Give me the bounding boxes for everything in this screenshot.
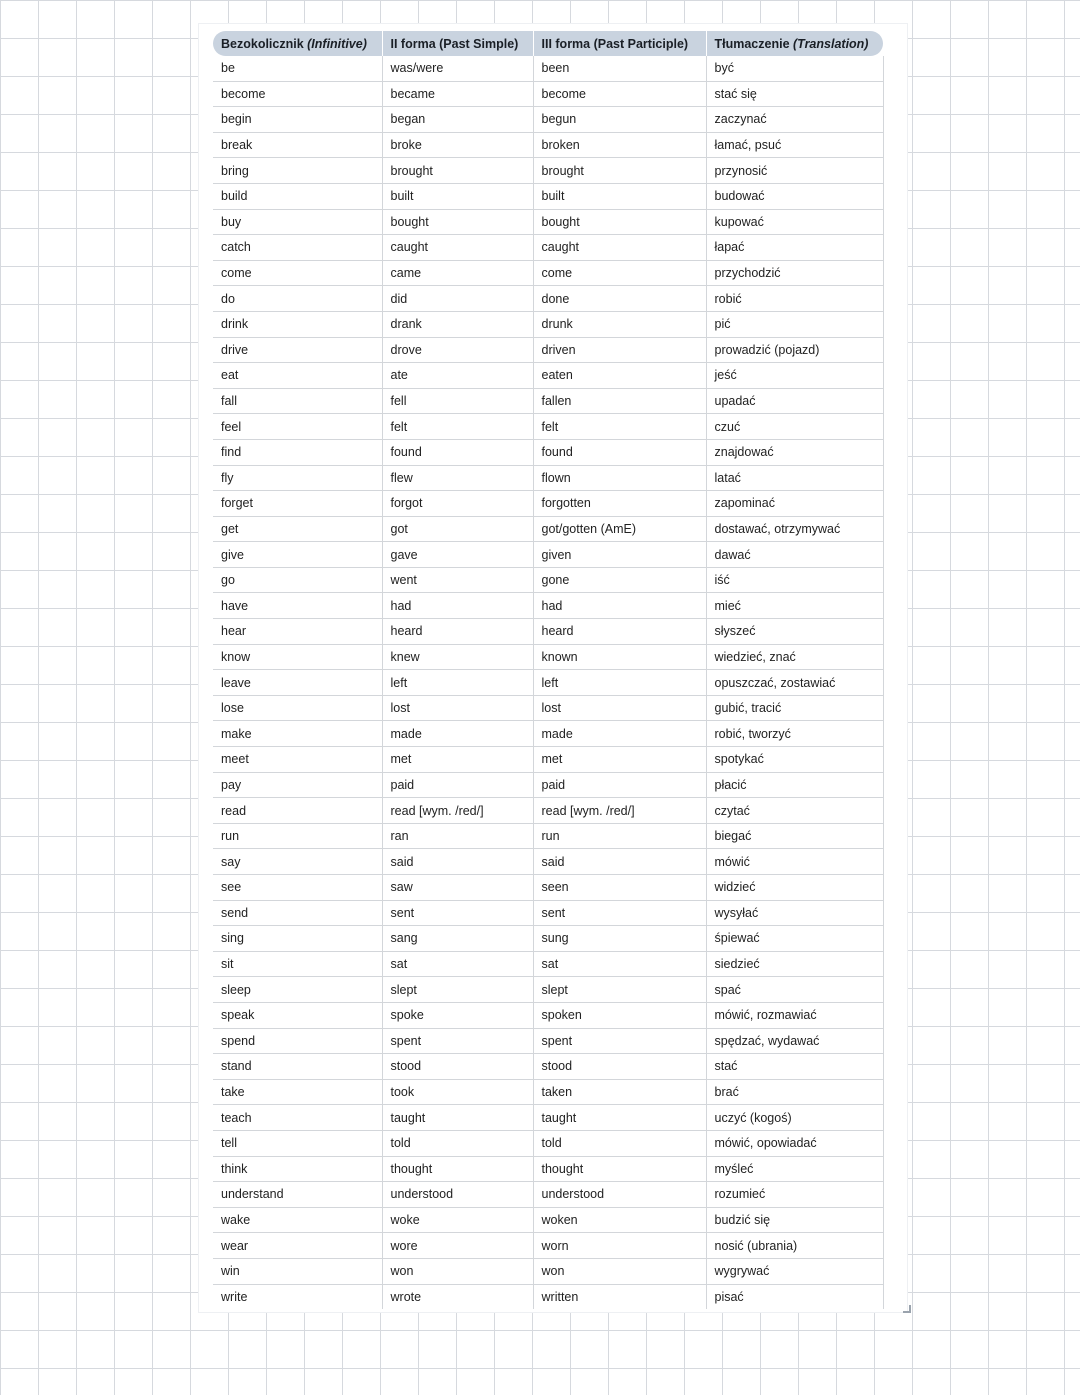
infinitive-cell: hear xyxy=(213,619,382,645)
translation-cell: dawać xyxy=(706,542,883,568)
past-participle-cell: caught xyxy=(533,235,706,261)
table-row xyxy=(213,644,883,670)
past-simple-cell: felt xyxy=(382,414,533,440)
past-simple-cell: gave xyxy=(382,542,533,568)
infinitive-cell: do xyxy=(213,286,382,312)
past-participle-cell: had xyxy=(533,593,706,619)
table-row xyxy=(213,695,883,721)
translation-cell: mówić, rozmawiać xyxy=(706,1002,883,1028)
past-simple-cell: flew xyxy=(382,465,533,491)
past-simple-cell: broke xyxy=(382,132,533,158)
past-participle-cell: said xyxy=(533,849,706,875)
past-simple-cell: took xyxy=(382,1079,533,1105)
past-simple-cell: became xyxy=(382,81,533,107)
table-row xyxy=(213,798,883,824)
infinitive-cell: catch xyxy=(213,235,382,261)
past-simple-cell: had xyxy=(382,593,533,619)
table-row xyxy=(213,107,883,133)
header-row xyxy=(213,31,883,56)
table-row xyxy=(213,1207,883,1233)
translation-cell: spędzać, wydawać xyxy=(706,1028,883,1054)
past-participle-cell: broken xyxy=(533,132,706,158)
past-simple-cell: spoke xyxy=(382,1002,533,1028)
past-simple-cell: wore xyxy=(382,1233,533,1259)
header-infinitive-italic: (Infinitive) xyxy=(307,36,367,51)
translation-cell: łapać xyxy=(706,235,883,261)
past-simple-cell: came xyxy=(382,260,533,286)
past-participle-cell: written xyxy=(533,1284,706,1309)
translation-cell: stać xyxy=(706,1054,883,1080)
table-row xyxy=(213,235,883,261)
past-participle-cell: sung xyxy=(533,926,706,952)
past-participle-cell: bought xyxy=(533,209,706,235)
past-simple-cell: paid xyxy=(382,772,533,798)
table-row xyxy=(213,1002,883,1028)
translation-cell: robić, tworzyć xyxy=(706,721,883,747)
translation-cell: rozumieć xyxy=(706,1182,883,1208)
infinitive-cell: sleep xyxy=(213,977,382,1003)
translation-cell: czuć xyxy=(706,414,883,440)
table-row xyxy=(213,414,883,440)
past-participle-cell: sat xyxy=(533,951,706,977)
table-row xyxy=(213,465,883,491)
translation-cell: wysyłać xyxy=(706,900,883,926)
translation-cell: słyszeć xyxy=(706,619,883,645)
table-row xyxy=(213,1130,883,1156)
translation-cell: znajdować xyxy=(706,439,883,465)
table-row xyxy=(213,593,883,619)
infinitive-cell: pay xyxy=(213,772,382,798)
infinitive-cell: write xyxy=(213,1284,382,1309)
infinitive-cell: know xyxy=(213,644,382,670)
past-simple-cell: told xyxy=(382,1130,533,1156)
past-participle-cell: thought xyxy=(533,1156,706,1182)
past-simple-cell: read [wym. /red/] xyxy=(382,798,533,824)
past-participle-cell: left xyxy=(533,670,706,696)
translation-cell: przychodzić xyxy=(706,260,883,286)
past-simple-cell: left xyxy=(382,670,533,696)
translation-cell: pisać xyxy=(706,1284,883,1309)
translation-cell: łamać, psuć xyxy=(706,132,883,158)
table-row xyxy=(213,1079,883,1105)
past-participle-cell: gone xyxy=(533,567,706,593)
past-participle-cell: begun xyxy=(533,107,706,133)
translation-cell: myśleć xyxy=(706,1156,883,1182)
past-simple-cell: drove xyxy=(382,337,533,363)
translation-cell: być xyxy=(706,56,883,81)
past-participle-cell: won xyxy=(533,1258,706,1284)
translation-cell: upadać xyxy=(706,388,883,414)
translation-cell: zapominać xyxy=(706,491,883,517)
table-body xyxy=(213,56,883,1309)
infinitive-cell: get xyxy=(213,516,382,542)
past-participle-cell: lost xyxy=(533,695,706,721)
past-participle-cell: stood xyxy=(533,1054,706,1080)
past-participle-cell: built xyxy=(533,183,706,209)
table-row xyxy=(213,875,883,901)
infinitive-cell: forget xyxy=(213,491,382,517)
past-participle-cell: felt xyxy=(533,414,706,440)
table-row xyxy=(213,158,883,184)
past-participle-cell: taught xyxy=(533,1105,706,1131)
table-row xyxy=(213,388,883,414)
past-participle-cell: given xyxy=(533,542,706,568)
past-simple-cell: knew xyxy=(382,644,533,670)
infinitive-cell: meet xyxy=(213,747,382,773)
translation-cell: nosić (ubrania) xyxy=(706,1233,883,1259)
table-row xyxy=(213,363,883,389)
past-participle-cell: brought xyxy=(533,158,706,184)
infinitive-cell: read xyxy=(213,798,382,824)
translation-cell: budować xyxy=(706,183,883,209)
header-infinitive xyxy=(213,31,382,56)
past-participle-cell: paid xyxy=(533,772,706,798)
past-simple-cell: built xyxy=(382,183,533,209)
table-row xyxy=(213,1284,883,1309)
header-past-simple-label: II forma (Past Simple) xyxy=(390,36,519,51)
past-participle-cell: been xyxy=(533,56,706,81)
header-past-participle xyxy=(533,31,706,56)
translation-cell: brać xyxy=(706,1079,883,1105)
table-row xyxy=(213,183,883,209)
infinitive-cell: drink xyxy=(213,311,382,337)
table-row xyxy=(213,542,883,568)
infinitive-cell: bring xyxy=(213,158,382,184)
infinitive-cell: lose xyxy=(213,695,382,721)
translation-cell: biegać xyxy=(706,823,883,849)
past-simple-cell: was/were xyxy=(382,56,533,81)
past-simple-cell: sang xyxy=(382,926,533,952)
past-participle-cell: understood xyxy=(533,1182,706,1208)
infinitive-cell: leave xyxy=(213,670,382,696)
table-row xyxy=(213,260,883,286)
past-simple-cell: saw xyxy=(382,875,533,901)
translation-cell: zaczynać xyxy=(706,107,883,133)
translation-cell: widzieć xyxy=(706,875,883,901)
infinitive-cell: sing xyxy=(213,926,382,952)
infinitive-cell: become xyxy=(213,81,382,107)
translation-cell: stać się xyxy=(706,81,883,107)
infinitive-cell: win xyxy=(213,1258,382,1284)
translation-cell: gubić, tracić xyxy=(706,695,883,721)
past-participle-cell: made xyxy=(533,721,706,747)
infinitive-cell: understand xyxy=(213,1182,382,1208)
past-participle-cell: spoken xyxy=(533,1002,706,1028)
header-past-participle-label: III forma (Past Participle) xyxy=(541,36,689,51)
header-infinitive-label: Bezokolicznik xyxy=(221,36,308,51)
header-translation-label: Tłumaczenie xyxy=(714,36,793,51)
past-participle-cell: read [wym. /red/] xyxy=(533,798,706,824)
infinitive-cell: think xyxy=(213,1156,382,1182)
table-row xyxy=(213,81,883,107)
infinitive-cell: give xyxy=(213,542,382,568)
infinitive-cell: fly xyxy=(213,465,382,491)
table-row xyxy=(213,823,883,849)
translation-cell: budzić się xyxy=(706,1207,883,1233)
translation-cell: opuszczać, zostawiać xyxy=(706,670,883,696)
infinitive-cell: fall xyxy=(213,388,382,414)
table-row xyxy=(213,209,883,235)
infinitive-cell: say xyxy=(213,849,382,875)
infinitive-cell: stand xyxy=(213,1054,382,1080)
past-participle-cell: driven xyxy=(533,337,706,363)
past-participle-cell: woken xyxy=(533,1207,706,1233)
table-row xyxy=(213,1156,883,1182)
past-participle-cell: eaten xyxy=(533,363,706,389)
translation-cell: latać xyxy=(706,465,883,491)
translation-cell: śpiewać xyxy=(706,926,883,952)
past-participle-cell: seen xyxy=(533,875,706,901)
translation-cell: spać xyxy=(706,977,883,1003)
past-participle-cell: worn xyxy=(533,1233,706,1259)
translation-cell: przynosić xyxy=(706,158,883,184)
translation-cell: pić xyxy=(706,311,883,337)
translation-cell: kupować xyxy=(706,209,883,235)
past-participle-cell: come xyxy=(533,260,706,286)
past-participle-cell: done xyxy=(533,286,706,312)
table-row xyxy=(213,670,883,696)
past-participle-cell: got/gotten (AmE) xyxy=(533,516,706,542)
translation-cell: czytać xyxy=(706,798,883,824)
table-header xyxy=(213,31,883,56)
table-row xyxy=(213,1105,883,1131)
past-simple-cell: fell xyxy=(382,388,533,414)
table-row xyxy=(213,337,883,363)
infinitive-cell: begin xyxy=(213,107,382,133)
past-participle-cell: taken xyxy=(533,1079,706,1105)
table-row xyxy=(213,977,883,1003)
translation-cell: mówić xyxy=(706,849,883,875)
translation-cell: dostawać, otrzymywać xyxy=(706,516,883,542)
table-row xyxy=(213,772,883,798)
infinitive-cell: buy xyxy=(213,209,382,235)
past-simple-cell: sent xyxy=(382,900,533,926)
table-row xyxy=(213,1054,883,1080)
past-participle-cell: met xyxy=(533,747,706,773)
past-simple-cell: ran xyxy=(382,823,533,849)
infinitive-cell: take xyxy=(213,1079,382,1105)
translation-cell: jeść xyxy=(706,363,883,389)
table-row xyxy=(213,491,883,517)
table-row xyxy=(213,951,883,977)
infinitive-cell: run xyxy=(213,823,382,849)
infinitive-cell: speak xyxy=(213,1002,382,1028)
past-simple-cell: spent xyxy=(382,1028,533,1054)
translation-cell: robić xyxy=(706,286,883,312)
translation-cell: mówić, opowiadać xyxy=(706,1130,883,1156)
past-simple-cell: met xyxy=(382,747,533,773)
header-translation xyxy=(706,31,883,56)
translation-cell: płacić xyxy=(706,772,883,798)
table-row xyxy=(213,619,883,645)
translation-cell: spotykać xyxy=(706,747,883,773)
past-participle-cell: flown xyxy=(533,465,706,491)
resize-handle-icon[interactable] xyxy=(903,1305,911,1313)
past-participle-cell: fallen xyxy=(533,388,706,414)
infinitive-cell: find xyxy=(213,439,382,465)
past-simple-cell: went xyxy=(382,567,533,593)
past-simple-cell: caught xyxy=(382,235,533,261)
past-simple-cell: got xyxy=(382,516,533,542)
past-simple-cell: wrote xyxy=(382,1284,533,1309)
irregular-verbs-table xyxy=(213,31,884,1309)
past-participle-cell: heard xyxy=(533,619,706,645)
infinitive-cell: wear xyxy=(213,1233,382,1259)
infinitive-cell: spend xyxy=(213,1028,382,1054)
table-row xyxy=(213,926,883,952)
translation-cell: prowadzić (pojazd) xyxy=(706,337,883,363)
past-participle-cell: known xyxy=(533,644,706,670)
past-participle-cell: found xyxy=(533,439,706,465)
past-participle-cell: become xyxy=(533,81,706,107)
past-simple-cell: bought xyxy=(382,209,533,235)
table-row xyxy=(213,311,883,337)
table-row xyxy=(213,849,883,875)
infinitive-cell: see xyxy=(213,875,382,901)
past-participle-cell: spent xyxy=(533,1028,706,1054)
table-row xyxy=(213,1028,883,1054)
infinitive-cell: be xyxy=(213,56,382,81)
table-row xyxy=(213,516,883,542)
table-row xyxy=(213,567,883,593)
infinitive-cell: wake xyxy=(213,1207,382,1233)
header-past-simple xyxy=(382,31,533,56)
past-participle-cell: slept xyxy=(533,977,706,1003)
translation-cell: wygrywać xyxy=(706,1258,883,1284)
infinitive-cell: sit xyxy=(213,951,382,977)
table-row xyxy=(213,747,883,773)
past-participle-cell: told xyxy=(533,1130,706,1156)
header-translation-italic: (Translation) xyxy=(793,36,869,51)
infinitive-cell: build xyxy=(213,183,382,209)
past-simple-cell: taught xyxy=(382,1105,533,1131)
infinitive-cell: send xyxy=(213,900,382,926)
past-simple-cell: ate xyxy=(382,363,533,389)
past-simple-cell: drank xyxy=(382,311,533,337)
past-simple-cell: found xyxy=(382,439,533,465)
past-simple-cell: thought xyxy=(382,1156,533,1182)
past-simple-cell: understood xyxy=(382,1182,533,1208)
translation-cell: mieć xyxy=(706,593,883,619)
past-simple-cell: began xyxy=(382,107,533,133)
past-simple-cell: sat xyxy=(382,951,533,977)
table-row xyxy=(213,1233,883,1259)
past-participle-cell: sent xyxy=(533,900,706,926)
past-participle-cell: forgotten xyxy=(533,491,706,517)
past-simple-cell: slept xyxy=(382,977,533,1003)
infinitive-cell: eat xyxy=(213,363,382,389)
infinitive-cell: go xyxy=(213,567,382,593)
past-participle-cell: run xyxy=(533,823,706,849)
infinitive-cell: break xyxy=(213,132,382,158)
past-simple-cell: stood xyxy=(382,1054,533,1080)
table-row xyxy=(213,286,883,312)
table-row xyxy=(213,1258,883,1284)
infinitive-cell: have xyxy=(213,593,382,619)
table-row xyxy=(213,132,883,158)
infinitive-cell: teach xyxy=(213,1105,382,1131)
past-participle-cell: drunk xyxy=(533,311,706,337)
past-simple-cell: won xyxy=(382,1258,533,1284)
translation-cell: siedzieć xyxy=(706,951,883,977)
table-row xyxy=(213,1182,883,1208)
table-row xyxy=(213,721,883,747)
translation-cell: wiedzieć, znać xyxy=(706,644,883,670)
translation-cell: iść xyxy=(706,567,883,593)
infinitive-cell: make xyxy=(213,721,382,747)
translation-cell: uczyć (kogoś) xyxy=(706,1105,883,1131)
past-simple-cell: forgot xyxy=(382,491,533,517)
past-simple-cell: said xyxy=(382,849,533,875)
table-row xyxy=(213,900,883,926)
past-simple-cell: heard xyxy=(382,619,533,645)
infinitive-cell: tell xyxy=(213,1130,382,1156)
past-simple-cell: lost xyxy=(382,695,533,721)
infinitive-cell: feel xyxy=(213,414,382,440)
past-simple-cell: did xyxy=(382,286,533,312)
past-simple-cell: brought xyxy=(382,158,533,184)
past-simple-cell: made xyxy=(382,721,533,747)
infinitive-cell: drive xyxy=(213,337,382,363)
past-simple-cell: woke xyxy=(382,1207,533,1233)
table-row xyxy=(213,56,883,81)
infinitive-cell: come xyxy=(213,260,382,286)
table-row xyxy=(213,439,883,465)
